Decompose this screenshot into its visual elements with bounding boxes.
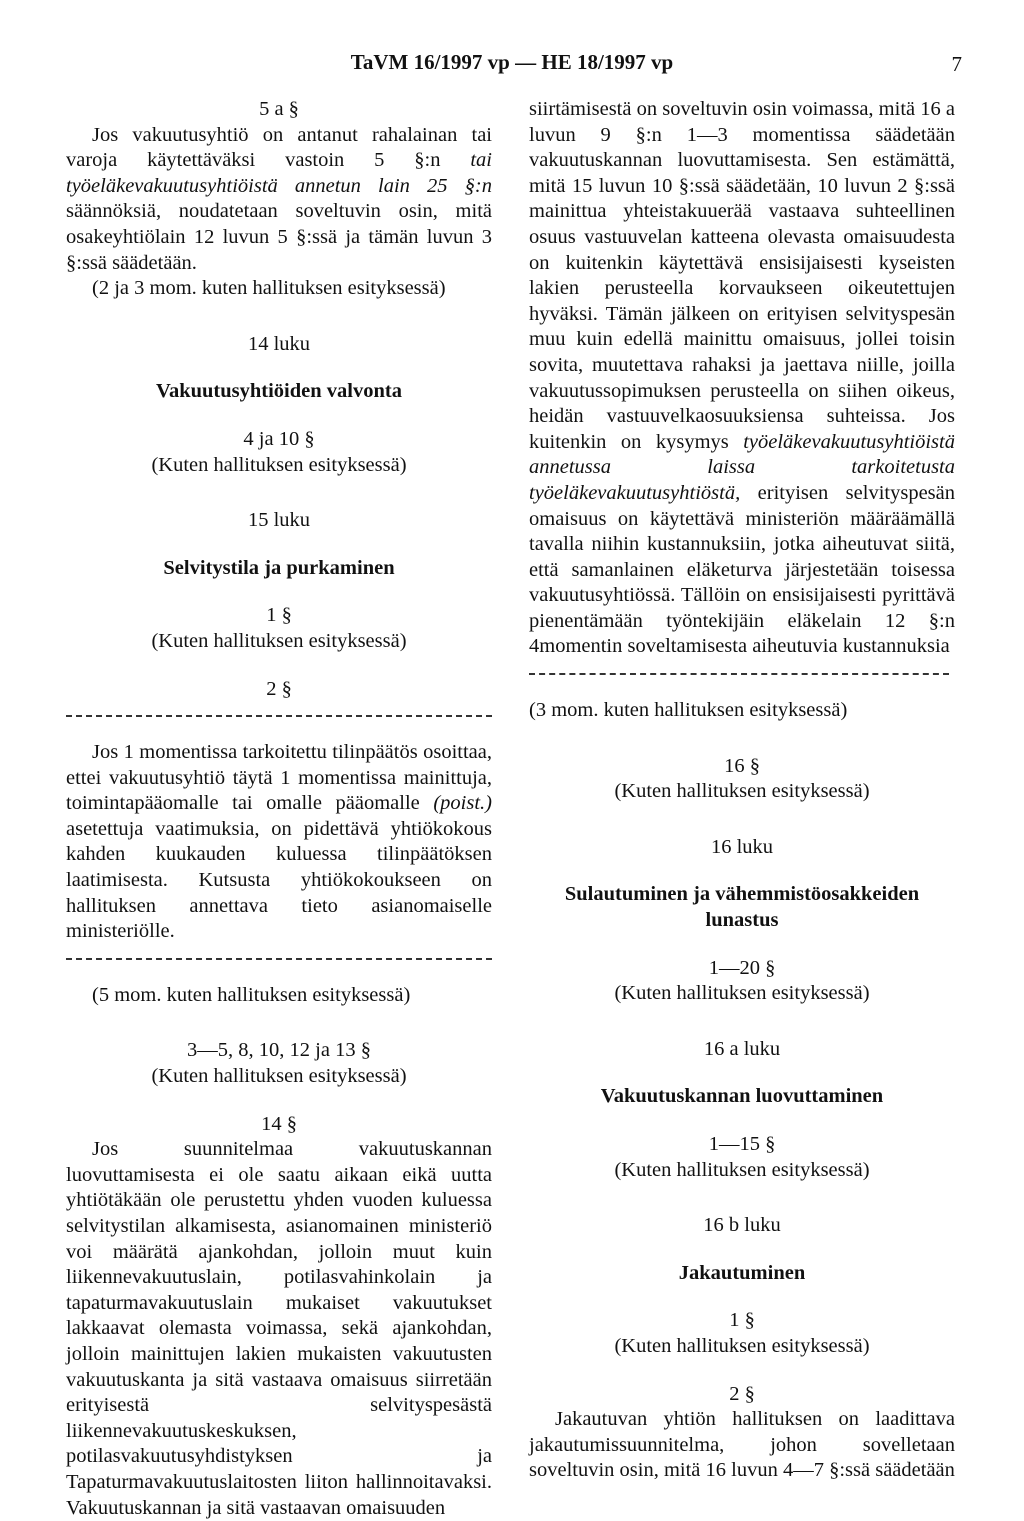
chapter-16-number: 16 luku	[710, 835, 774, 858]
chapter-15-sections-3-13: 3—5, 8, 10, 12 ja 13 §	[187, 1039, 371, 1062]
omission-dashes	[66, 715, 492, 729]
right-column	[529, 97, 955, 1484]
text-run: Jos 1 momentissa tarkoitettu tilinpäätös osoittaa, ettei vakuutusyhtiö täytä 1 momentissa mainittuja, toimintapääomalle tai omalle pääomalle	[66, 741, 492, 815]
chapter-16b-number: 16 b luku	[703, 1214, 781, 1237]
italic-text-run: tai työeläkevakuutusyhtiöistä annetun lain 25 §:n	[66, 149, 492, 197]
text-run: asetettuja vaatimuksia, on pidettävä yhtiökokous kahden kuukauden kuluessa tilinpäätöksen laatimisesta. Kutsusta yhtiökokoukseen on hallituksen annettava tieto asianomaiselle ministeriölle.	[66, 817, 492, 943]
chapter-15-section-1: 1 §	[266, 604, 292, 627]
chapter-14-sections: 4 ja 10 §	[243, 427, 315, 450]
chapter-14-number: 14 luku	[247, 332, 311, 355]
chapter-15-section-1-note: (Kuten hallituksen esityksessä)	[151, 629, 407, 652]
chapter-15-section-14: 14 §	[261, 1112, 297, 1135]
chapter-16b-title: Jakautuminen	[678, 1261, 806, 1284]
chapter-16a-number: 16 a luku	[703, 1037, 781, 1060]
omission-dashes	[529, 673, 949, 687]
section-2-paragraph	[66, 740, 492, 945]
section-16-note: (Kuten hallituksen esityksessä)	[614, 780, 870, 803]
text-run: siirtämisestä on soveltuvin osin voimassa, mitä 16 a luvun 9 §:n 1—3 momentissa säädetään vakuutuskannan luovuttamisesta. Sen estämättä, mitä 15 luvun 10 §:ssä säädetään, 10 luvun 2 §:ssä mainittua yhteistakuuerää vastaava suhteellinen osuus vastuuvelan katteena olevasta omaisuudesta on kuitenkin käytettävä ensisijaisesti kyseisten lakien perusteella korvaukseen oikeutettujen hyväksi. Tämän jälkeen on erityisen selvityspesän muu kuin edellä mainittu omaisuus, jollei toisin sovita, muutettava rahaksi ja jaettava niille, joilla vakuutussopimuksen perusteella on siihen oikeus, heidän vastuuvelkaosuuksiensa suhteissa. Jos kuitenkin on kysymys	[529, 98, 955, 453]
continued-paragraph	[529, 97, 955, 660]
section-14-paragraph: Jos suunnitelmaa vakuutuskannan luovuttamisesta ei ole saatu aikaan eikä uutta yhtiötäkään ole perustettu yhden vuoden kuluessa selvitystilan alkamisesta, asianomainen ministeriö voi määrätä ajankohdan, jolloin muut kuin liikennevakuutuslain, potilasvahinkolain ja tapaturmavakuutuslain mukaiset vakuutukset lakkaavat olemasta voimassa, sekä ajankohdan, jolloin mainittujen lakien mukaisten vakuutusten vakuutuskanta ja sitä vastaava omaisuus siirretään erityisestä selvityspesästä liikennevakuutuskeskuksen, potilasvakuutusyhdistyksen ja Tapaturmavakuutuslaitosten liiton hallinnoitavaksi. Vakuutuskannan ja sitä vastaavan omaisuuden	[66, 1138, 492, 1519]
text-run: säännöksiä, noudatetaan soveltuvin osin, mitä osakeyhtiölain 12 luvun 5 §:ssä ja tämän luvun 3 §:ssä säädetään.	[66, 200, 492, 274]
section-heading-5a: 5 a §	[259, 98, 299, 120]
chapter-15-sections-3-13-note: (Kuten hallituksen esityksessä)	[151, 1065, 407, 1088]
chapter-16b-section-1-note: (Kuten hallituksen esityksessä)	[614, 1334, 870, 1357]
page-header	[0, 50, 1024, 80]
italic-text-run: (poist.)	[433, 792, 492, 815]
chapter-16a-title: Vakuutuskannan luovuttaminen	[600, 1085, 884, 1108]
chapter-16b-section-2-paragraph: Jakautuvan yhtiön hallituksen on laadittava jakautumissuunnitelma, johon sovelletaan soveltuvin osin, mitä 16 luvun 4—7 §:ssä säädetään	[529, 1408, 955, 1482]
chapter-16a-sections: 1—15 §	[708, 1133, 776, 1155]
omission-dashes	[66, 958, 492, 972]
text-run: Jos vakuutusyhtiö on antanut rahalainan tai varoja käytettäväksi vastoin 5 §:n	[66, 123, 492, 172]
chapter-15-number: 15 luku	[247, 509, 311, 532]
section-5a-note: (2 ja 3 mom. kuten hallituksen esityksessä)	[92, 277, 446, 300]
chapter-16-note: (Kuten hallituksen esityksessä)	[614, 982, 870, 1005]
chapter-14-note: (Kuten hallituksen esityksessä)	[151, 453, 407, 476]
chapter-15-title: Selvitystila ja purkaminen	[163, 556, 395, 579]
section-2-note: (5 mom. kuten hallituksen esityksessä)	[92, 983, 411, 1006]
text-run: erityisen selvityspesän omaisuus on käytettävä ministeriön määräämällä tavalla niihin kustannuksiin, jotka aiheutuvat siitä, että samanlainen eläketurva järjestetään toisessa vakuutusyhtiössä. Tällöin on ensisijaisesti pyrittävä pienentämään työntekijäin eläkelain 12 §:n 4momentin soveltamisesta aiheutuvia kustannuksia	[529, 481, 955, 658]
chapter-16b-section-2: 2 §	[729, 1382, 755, 1405]
italic-text-run: työeläkevakuutusyhtiöistä annetussa laissa tarkoitetusta työeläkevakuutusyhtiöstä,	[529, 430, 955, 504]
chapter-16-title: Sulautuminen ja vähemmistöosakkeiden lunastus	[564, 883, 920, 932]
section-16: 16 §	[724, 754, 760, 777]
section-5a-paragraph	[66, 123, 492, 277]
chapter-14-title: Vakuutusyhtiöiden valvonta	[156, 380, 402, 403]
continued-note: (3 mom. kuten hallituksen esityksessä)	[529, 699, 848, 722]
header-title: TaVM 16/1997 vp — HE 18/1997 vp	[350, 50, 674, 74]
chapter-16b-section-1: 1 §	[729, 1309, 755, 1332]
chapter-16-sections: 1—20 §	[708, 956, 776, 979]
left-column	[66, 97, 492, 1521]
chapter-15-section-2: 2 §	[266, 677, 292, 700]
chapter-16a-note: (Kuten hallituksen esityksessä)	[614, 1158, 870, 1181]
page-number: 7	[951, 52, 962, 76]
